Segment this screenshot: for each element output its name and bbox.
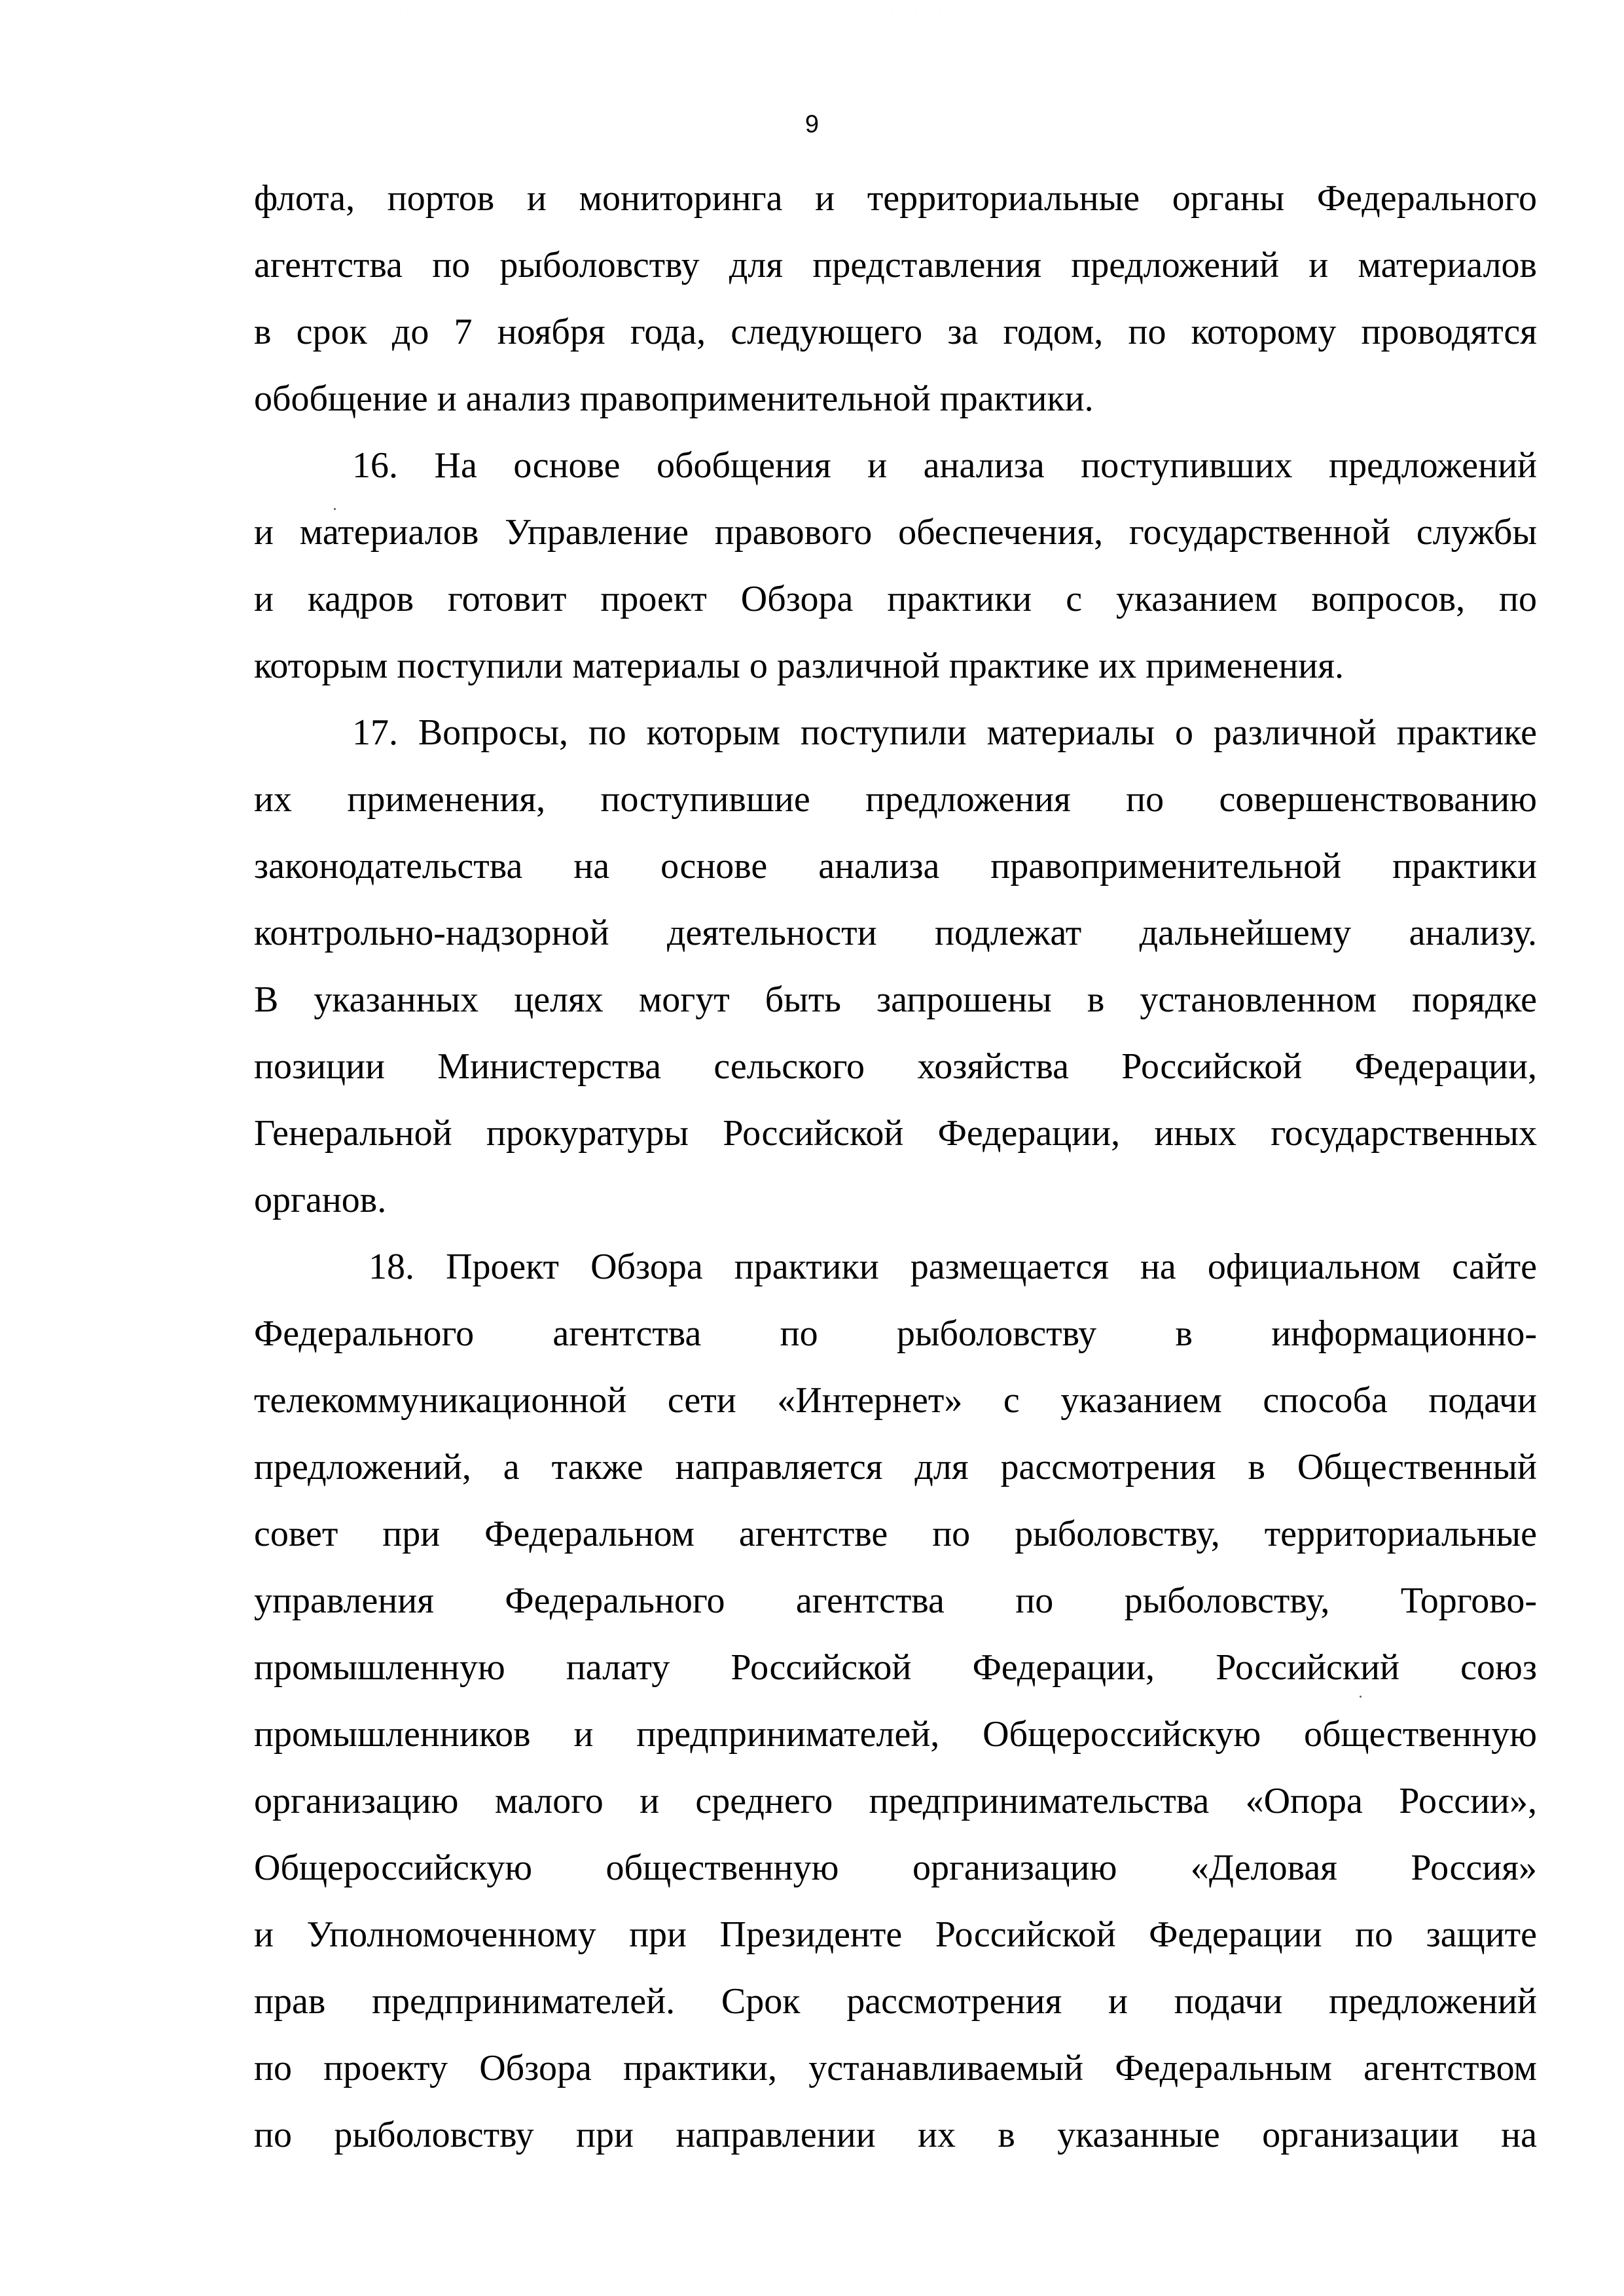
text-line: позиции Министерства сельского хозяйства Российской Федерации, [254,1046,1537,1087]
text-line: Генеральной прокуратуры Российской Федерации, иных государственных [254,1113,1537,1154]
text-line: организацию малого и среднего предпринимательства «Опора России», [254,1781,1537,1821]
text-line: совет при Федеральном агентстве по рыболовству, территориальные [254,1514,1537,1554]
text-line: промышленников и предпринимателей, Общероссийскую общественную [254,1714,1537,1755]
text-line: телекоммуникационной сети «Интернет» с указанием способа подачи [254,1380,1537,1421]
text-line: флота, портов и мониторинга и территориальные органы Федерального [254,178,1537,219]
text-line: Федерального агентства по рыболовству в информационно- [254,1313,1537,1354]
text-line: промышленную палату Российской Федерации, Российский союз [254,1647,1537,1688]
text-line: контрольно-надзорной деятельности подлежат дальнейшему анализу. [254,913,1537,953]
paragraph-continuation [254,165,1537,432]
text-line: прав предпринимателей. Срок рассмотрения и подачи предложений [254,1981,1537,2022]
text-line: и материалов Управление правового обеспечения, государственной службы [254,512,1537,553]
text-line: предложений, а также направляется для рассмотрения в Общественный [254,1447,1537,1487]
text-line: 18. Проект Обзора практики размещается на официальном сайте [369,1247,1537,1287]
paragraph-item-17 [254,699,1537,1233]
text-line: 16. На основе обобщения и анализа поступивших предложений [352,445,1537,486]
text-line: по рыболовству при направлении их в указанные организации на [254,2115,1537,2155]
text-line: законодательства на основе анализа правоприменительной практики [254,846,1537,886]
text-line: 17. Вопросы, по которым поступили материалы о различной практике [352,712,1537,753]
text-line: и кадров готовит проект Обзора практики с указанием вопросов, по [254,579,1537,619]
text-line: В указанных целях могут быть запрошены в установленном порядке [254,979,1537,1020]
text-line: их применения, поступившие предложения по совершенствованию [254,779,1537,820]
text-line: агентства по рыболовству для представления предложений и материалов [254,245,1537,285]
paragraph-item-16 [254,432,1537,699]
text-line: управления Федерального агентства по рыболовству, Торгово- [254,1580,1537,1621]
paragraph-item-18 [254,1233,1537,2168]
page-number: 9 [804,111,820,138]
text-line: обобщение и анализ правоприменительной практики. [254,378,1094,419]
text-line: органов. [254,1180,387,1220]
text-line: по проекту Обзора практики, устанавливаемый Федеральным агентством [254,2048,1537,2088]
scan-artifact-top-edge [105,5,1545,18]
text-line: в срок до 7 ноября года, следующего за годом, по которому проводятся [254,312,1537,352]
scan-speck [1360,1696,1362,1698]
scan-speck [334,508,336,510]
text-line: и Уполномоченному при Президенте Российской Федерации по защите [254,1914,1537,1955]
text-line: Общероссийскую общественную организацию «Деловая Россия» [254,1848,1537,1888]
text-line: которым поступили материалы о различной практике их применения. [254,646,1344,686]
document-body [254,165,1537,2168]
